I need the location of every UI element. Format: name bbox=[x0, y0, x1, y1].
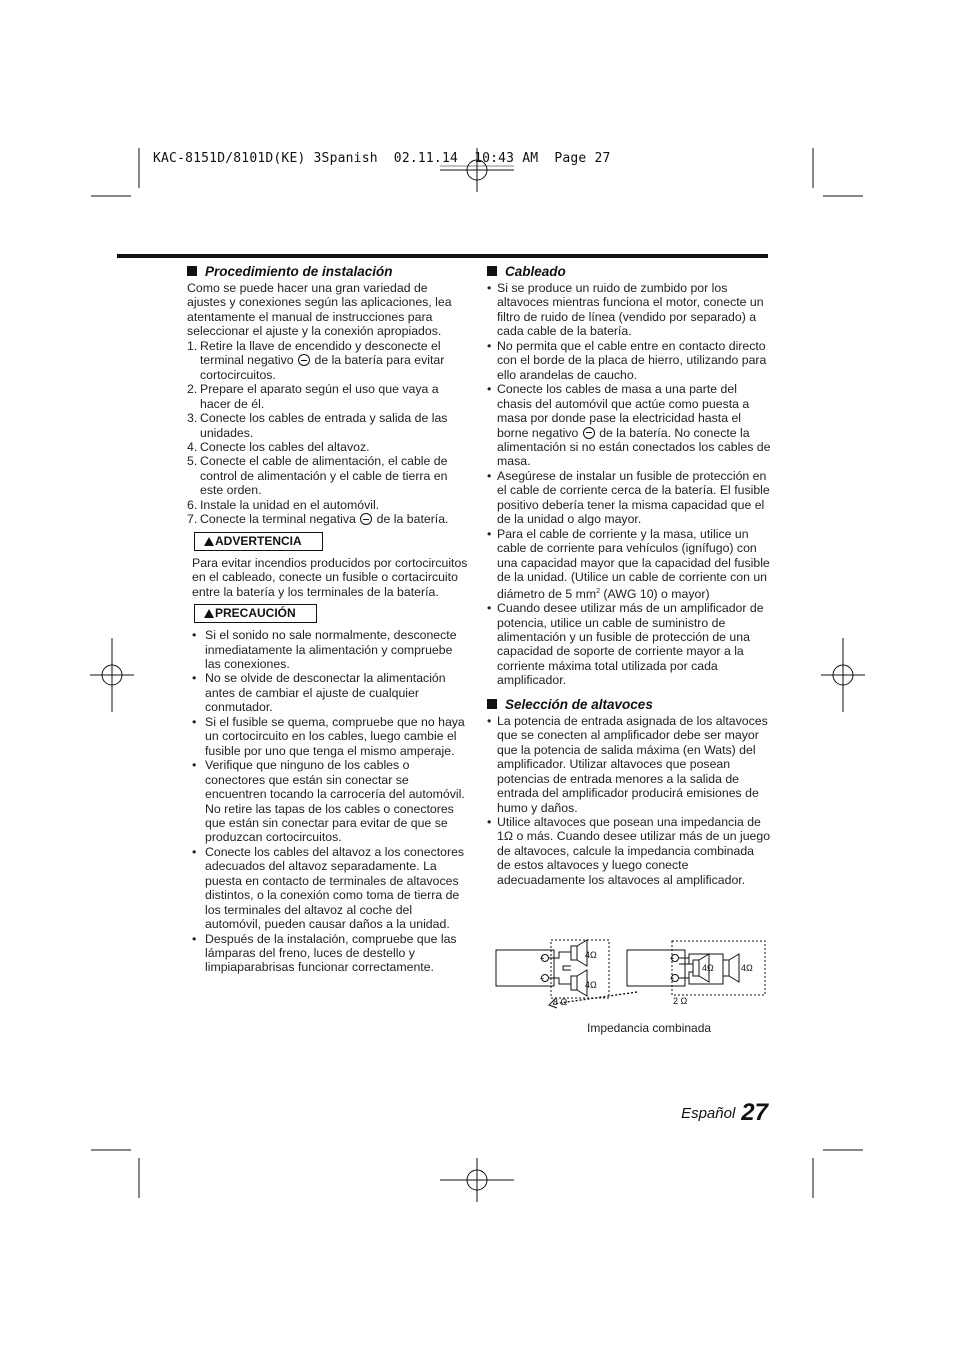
wiring-item: • No permita que el cable entre en contacto directo con el borde de la placa de hierro, utilizando para ello arandelas de caucho. bbox=[487, 339, 771, 382]
speaker-item: • La potencia de entrada asignada de los altavoces que se conecten al amplificador debe ser mayor que la potencia de salida máxima (en Wats) del amplificador. Utilizar altavoces que posean potencias de entrada menores a la salida de entrada del amplificador producirá emisiones de humo y daños. bbox=[487, 714, 771, 815]
wiring-item: • Cuando desee utilizar más de un amplificador de potencia, utilice un cable de suministro de alimentación y un fusible de protección de una capacidad de soporte de corriente mayor a la corriente máxima total utilizada por cada amplificador. bbox=[487, 601, 771, 688]
wiring-heading: Cableado bbox=[487, 263, 771, 281]
caution-label: PRECAUCIÓN bbox=[194, 604, 317, 623]
step-4: 4. Conecte los cables del altavoz. bbox=[187, 439, 370, 454]
svg-text:−: − bbox=[669, 974, 675, 983]
warning-icon bbox=[204, 537, 214, 546]
caution-item: • Verifique que ninguno de los cables o conectores que están sin conectar se encuentren tocando la carrocería del automóvil. No retire las tapas de los cables o conectores que están sin conectar para evitar de que se produzcan cortocircuitos. bbox=[192, 758, 469, 845]
speaker-list bbox=[487, 714, 771, 887]
square-bullet-icon bbox=[487, 266, 497, 276]
svg-text:+: + bbox=[669, 954, 675, 963]
square-bullet-icon bbox=[187, 266, 197, 276]
installation-intro: Como se puede hacer una gran variedad de ajustes y conexiones según las aplicaciones, lea atentamente el manual de instrucciones para seleccionar el ajuste y la conexión apropiados. bbox=[187, 281, 452, 339]
negative-terminal-icon bbox=[298, 354, 310, 366]
parallel-total-label: 2 Ω bbox=[673, 996, 688, 1006]
right-column bbox=[487, 263, 771, 887]
header-rule bbox=[117, 254, 768, 258]
warning-label: ADVERTENCIA bbox=[194, 532, 323, 551]
wiring-item: • Si se produce un ruido de zumbido por los altavoces mientras funciona el motor, conecte un filtro de ruido de línea (vendido por separado) a cada cable de la batería. bbox=[487, 281, 771, 339]
caution-item: • Después de la instalación, compruebe que las lámparas del freno, luces de destello y limpiaparabrisas funcionar correctamente. bbox=[192, 932, 469, 975]
caution-item: • Si el fusible se quema, compruebe que no haya un cortocircuito en los cables, luego cambie el fusible por uno que tenga el mismo amperaje. bbox=[192, 715, 469, 758]
caution-list bbox=[187, 628, 469, 975]
registration-mark-right bbox=[821, 638, 865, 712]
amplifier-box-parallel bbox=[627, 950, 685, 986]
speaker-impedance-label: 4Ω bbox=[585, 950, 597, 960]
step-3: 3. Conecte los cables de entrada y salida de las unidades. bbox=[187, 411, 448, 440]
installation-heading: Procedimiento de instalación bbox=[187, 263, 469, 281]
wiring-item: • Asegúrese de instalar un fusible de protección en el cable de corriente cerca de la batería. El fusible positivo debería tener la misma capacidad que el de la unidad o algo mayor. bbox=[487, 469, 771, 527]
warning-text: Para evitar incendios producidos por cortocircuitos en el cableado, conecte un fusible o cortacircuito entre la batería y los terminales de la batería. bbox=[192, 555, 468, 599]
speaker-impedance-label: 4Ω bbox=[702, 963, 714, 973]
wiring-list bbox=[487, 281, 771, 688]
amplifier-box-series bbox=[496, 950, 554, 986]
step-7: 7. Conecte la terminal negativa de la batería. bbox=[187, 512, 449, 527]
step-1: 1. Retire la llave de encendido y desconecte el terminal negativo de la batería para evitar cortocircuitos. bbox=[187, 338, 445, 382]
speaker-impedance-label: 4Ω bbox=[741, 963, 753, 973]
speaker-item: • Utilice altavoces que posean una impedancia de 1Ω o más. Cuando desee utilizar más de un juego de altavoces, calcule la impedancia combinada de estos altavoces y luego conecte adecuadamente los altavoces al amplificador. bbox=[487, 815, 771, 887]
speaker-impedance-label: 4Ω bbox=[585, 980, 597, 990]
installation-steps bbox=[187, 339, 469, 527]
registration-mark-left bbox=[90, 638, 134, 712]
wiring-item: • Para el cable de corriente y la masa, utilice un cable de corriente para vehículos (ignífugo) con una capacidad mayor que la capacidad del fusible de la unidad. (Utilice un cable de corriente con un diámetro de 5 $mm^2$ (AWG 10) o mayor) bbox=[487, 527, 771, 601]
page-number: 27 bbox=[741, 1099, 768, 1126]
svg-text:−: − bbox=[539, 974, 545, 983]
square-bullet-icon bbox=[487, 699, 497, 709]
caution-item: • Conecte los cables del altavoz a los conectores adecuados del altavoz separadamente. La puesta en contacto de terminales de altavoces distintos, o la conexión como toma de tierra de los terminales del altavoz al coche del automóvil, pueden causar daños a la unidad. bbox=[192, 845, 469, 932]
speaker-selection-heading: Selección de altavoces bbox=[487, 696, 771, 714]
language-label: Español bbox=[681, 1105, 736, 1122]
caution-item: • No se olvide de desconectar la alimentación antes de cambiar el ajuste de cualquier conmutador. bbox=[192, 671, 469, 714]
step-6: 6. Instale la unidad en el automóvil. bbox=[187, 497, 380, 512]
step-5: 5. Conecte el cable de alimentación, el cable de control de alimentación y el cable de tierra en este orden. bbox=[187, 454, 448, 498]
negative-terminal-icon bbox=[360, 513, 372, 525]
caution-item: • Si el sonido no sale normalmente, desconecte inmediatamente la alimentación y compruebe las conexiones. bbox=[192, 628, 469, 671]
wiring-item: • Conecte los cables de masa a una parte del chasis del automóvil que actúe como puesta a masa por donde pase la electricidad hasta el borne negativo de la batería. No conecte la alimentación si no están conectados los cables de masa. bbox=[487, 382, 771, 469]
registration-mark-bottom bbox=[440, 1158, 514, 1202]
negative-terminal-icon bbox=[583, 427, 595, 439]
caution-icon bbox=[204, 609, 214, 618]
page-footer bbox=[681, 1099, 768, 1127]
diagram-caption: Impedancia combinada bbox=[587, 1021, 712, 1035]
left-column bbox=[187, 263, 469, 975]
step-2: 2. Prepare el aparato según el uso que vaya a hacer de él. bbox=[187, 382, 439, 411]
print-slug: KAC-8151D/8101D(KE) 3Spanish 02.11.14 10:43 AM Page 27 bbox=[153, 151, 611, 166]
registration-mark-top bbox=[440, 148, 514, 192]
series-total-label: 8 Ω bbox=[553, 997, 568, 1007]
svg-text:+: + bbox=[539, 954, 545, 963]
